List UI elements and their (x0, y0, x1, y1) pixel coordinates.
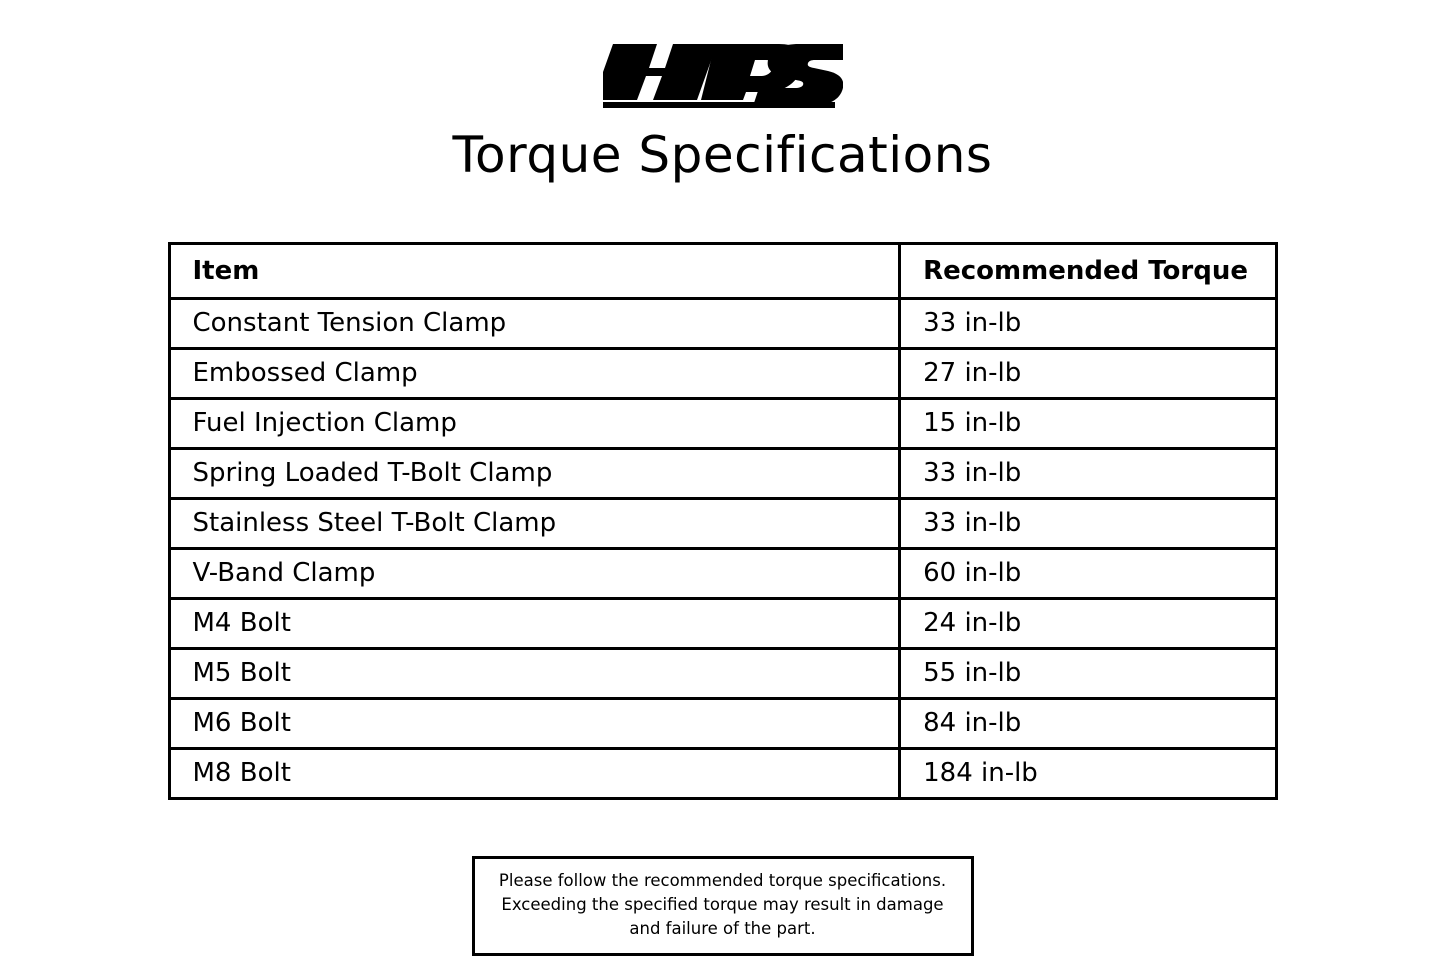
logo-container (0, 0, 1445, 110)
cell-torque: 33 in-lb (900, 499, 1276, 549)
table-row (169, 499, 1276, 549)
cell-item: M5 Bolt (169, 649, 900, 699)
table-header-row (169, 244, 1276, 299)
torque-specifications-table (168, 242, 1278, 800)
cell-item: Spring Loaded T-Bolt Clamp (169, 449, 900, 499)
table-row (169, 549, 1276, 599)
cell-item: M6 Bolt (169, 699, 900, 749)
table-row (169, 649, 1276, 699)
note-container (0, 856, 1445, 956)
hps-logo-icon (603, 38, 843, 110)
cell-item: Constant Tension Clamp (169, 299, 900, 349)
cell-item: Embossed Clamp (169, 349, 900, 399)
cell-item: M8 Bolt (169, 749, 900, 799)
cell-torque: 27 in-lb (900, 349, 1276, 399)
note-line-2: Exceeding the specified torque may result in damage (501, 894, 944, 914)
cell-torque: 84 in-lb (900, 699, 1276, 749)
cell-torque: 60 in-lb (900, 549, 1276, 599)
cell-item: Stainless Steel T-Bolt Clamp (169, 499, 900, 549)
table-row (169, 599, 1276, 649)
torque-table-container (168, 242, 1278, 800)
cell-item: Fuel Injection Clamp (169, 399, 900, 449)
column-header-torque: Recommended Torque (900, 244, 1276, 299)
cell-torque: 15 in-lb (900, 399, 1276, 449)
table-row (169, 399, 1276, 449)
table-row (169, 699, 1276, 749)
cell-torque: 33 in-lb (900, 449, 1276, 499)
table-row (169, 749, 1276, 799)
column-header-item: Item (169, 244, 900, 299)
note-line-3: and failure of the part. (629, 918, 816, 938)
warning-note (472, 856, 974, 956)
cell-torque: 55 in-lb (900, 649, 1276, 699)
page-title: Torque Specifications (452, 126, 993, 184)
table-row (169, 449, 1276, 499)
cell-item: M4 Bolt (169, 599, 900, 649)
table-row (169, 299, 1276, 349)
note-line-1: Please follow the recommended torque specifications. (498, 871, 947, 890)
cell-torque: 33 in-lb (900, 299, 1276, 349)
cell-torque: 24 in-lb (900, 599, 1276, 649)
cell-torque: 184 in-lb (900, 749, 1276, 799)
table-row (169, 349, 1276, 399)
cell-item: V-Band Clamp (169, 549, 900, 599)
